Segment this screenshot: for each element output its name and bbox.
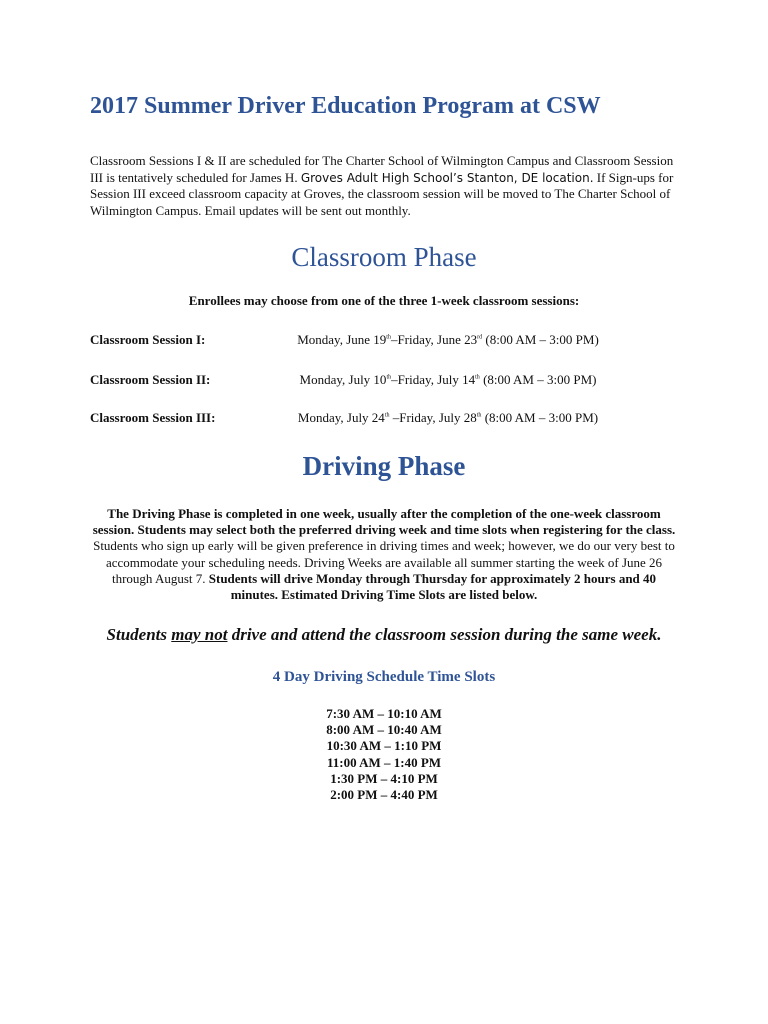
page-title: 2017 Summer Driver Education Program at CSW xyxy=(90,93,601,119)
session-label: Classroom Session II: xyxy=(90,372,211,387)
classroom-phase-heading: Classroom Phase xyxy=(291,242,477,272)
intro-text-2: If Sign-ups for Session III exceed classroom capacity at Groves, the classroom session will be moved to The Charter School of Wilmington Campus. Email updates will be sent out monthly. xyxy=(90,169,674,218)
session-row xyxy=(90,332,690,350)
intro-paragraph xyxy=(90,153,686,219)
time-slot: 2:00 PM – 4:40 PM xyxy=(330,787,438,803)
intro-text-1: Classroom Sessions I & II are scheduled for The Charter School of Wilmington Campus and Classroom Session III is tentatively scheduled for James H. xyxy=(90,153,674,185)
session-dates: Monday, July 10th–Friday, July 14th (8:00 AM – 3:00 PM) xyxy=(299,372,597,387)
session-label: Classroom Session III: xyxy=(90,410,216,425)
driving-phase-paragraph xyxy=(92,506,676,603)
session-row xyxy=(90,372,690,390)
driving-phase-heading: Driving Phase xyxy=(302,451,466,481)
classroom-subheading: Enrollees may choose from one of the three 1-week classroom sessions: xyxy=(188,293,580,308)
driving-bold-text-1: The Driving Phase is completed in one week, usually after the completion of the one-week classroom session. Students may select both the preferred driving week and time slots when registering for the class. xyxy=(92,506,676,538)
time-slot-list xyxy=(0,706,768,803)
driving-normal-text: Students who sign up early will be given preference in driving times and week; however, we do our very best to accommodate your scheduling needs. Driving Weeks are available all summer starting the week of June 26 through August 7. xyxy=(93,538,675,586)
driving-bold-text-2: Students will drive Monday through Thursday for approximately 2 hours and 40 minutes. Estimated Driving Time Slots are listed below. xyxy=(208,570,657,603)
session-label: Classroom Session I: xyxy=(90,332,206,347)
time-slot: 8:00 AM – 10:40 AM xyxy=(326,722,442,738)
time-slot: 11:00 AM – 1:40 PM xyxy=(326,754,442,770)
time-slot: 7:30 AM – 10:10 AM xyxy=(326,706,442,721)
intro-text-location: Groves Adult High School’s Stanton, DE location. xyxy=(300,170,594,185)
session-row xyxy=(90,410,690,428)
schedule-heading: 4 Day Driving Schedule Time Slots xyxy=(272,669,496,685)
time-slot: 10:30 AM – 1:10 PM xyxy=(326,738,442,754)
same-week-warning: Students may not drive and attend the classroom session during the same week. xyxy=(106,625,662,644)
session-dates: Monday, June 19th–Friday, June 23rd (8:00 AM – 3:00 PM) xyxy=(297,332,599,347)
session-dates: Monday, July 24th –Friday, July 28th (8:00 AM – 3:00 PM) xyxy=(297,410,599,425)
time-slot: 1:30 PM – 4:10 PM xyxy=(330,770,438,786)
